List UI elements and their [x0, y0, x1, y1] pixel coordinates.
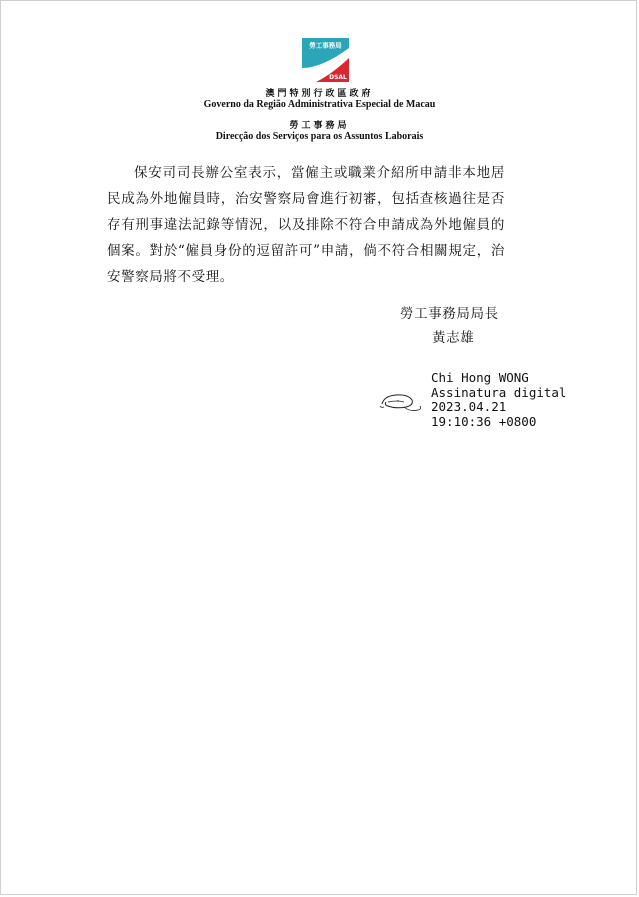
handwritten-signature-icon — [378, 390, 424, 416]
government-name-pt: Governo da Região Administrativa Especial de Macau — [203, 99, 436, 110]
department-name-zh: 勞工事務局 — [289, 120, 350, 130]
digital-signature-block — [431, 371, 566, 429]
body-paragraph: 保安司司長辦公室表示，當僱主或職業介紹所申請非本地居民成為外地僱員時，治安警察局會進行初審，包括查核過往是否存有刑事違法記錄等情況，以及排除不符合申請成為外地僱員的個案。對於“僱員身份的逗留許可”申請，倘不符合相關規定，治安警察局將不受理。 — [107, 165, 505, 285]
signer-name: Chi Hong WONG — [431, 370, 529, 385]
department-name-pt: Direcção dos Serviços para os Assuntos Laborais — [215, 131, 424, 142]
director-name: 黃志雄 — [432, 330, 475, 346]
signature-date: 2023.04.21 — [431, 399, 507, 414]
signature-time: 19:10:36 +0800 — [431, 413, 537, 429]
dsal-logo-icon — [302, 38, 349, 82]
government-name-zh: 澳門特別行政區政府 — [265, 88, 374, 98]
logo-bottom-text: DSAL — [329, 74, 347, 81]
director-title: 勞工事務局局長 — [400, 306, 499, 322]
logo-top-text: 勞工事務局 — [309, 41, 342, 50]
signature-label: Assinatura digital — [431, 384, 567, 400]
